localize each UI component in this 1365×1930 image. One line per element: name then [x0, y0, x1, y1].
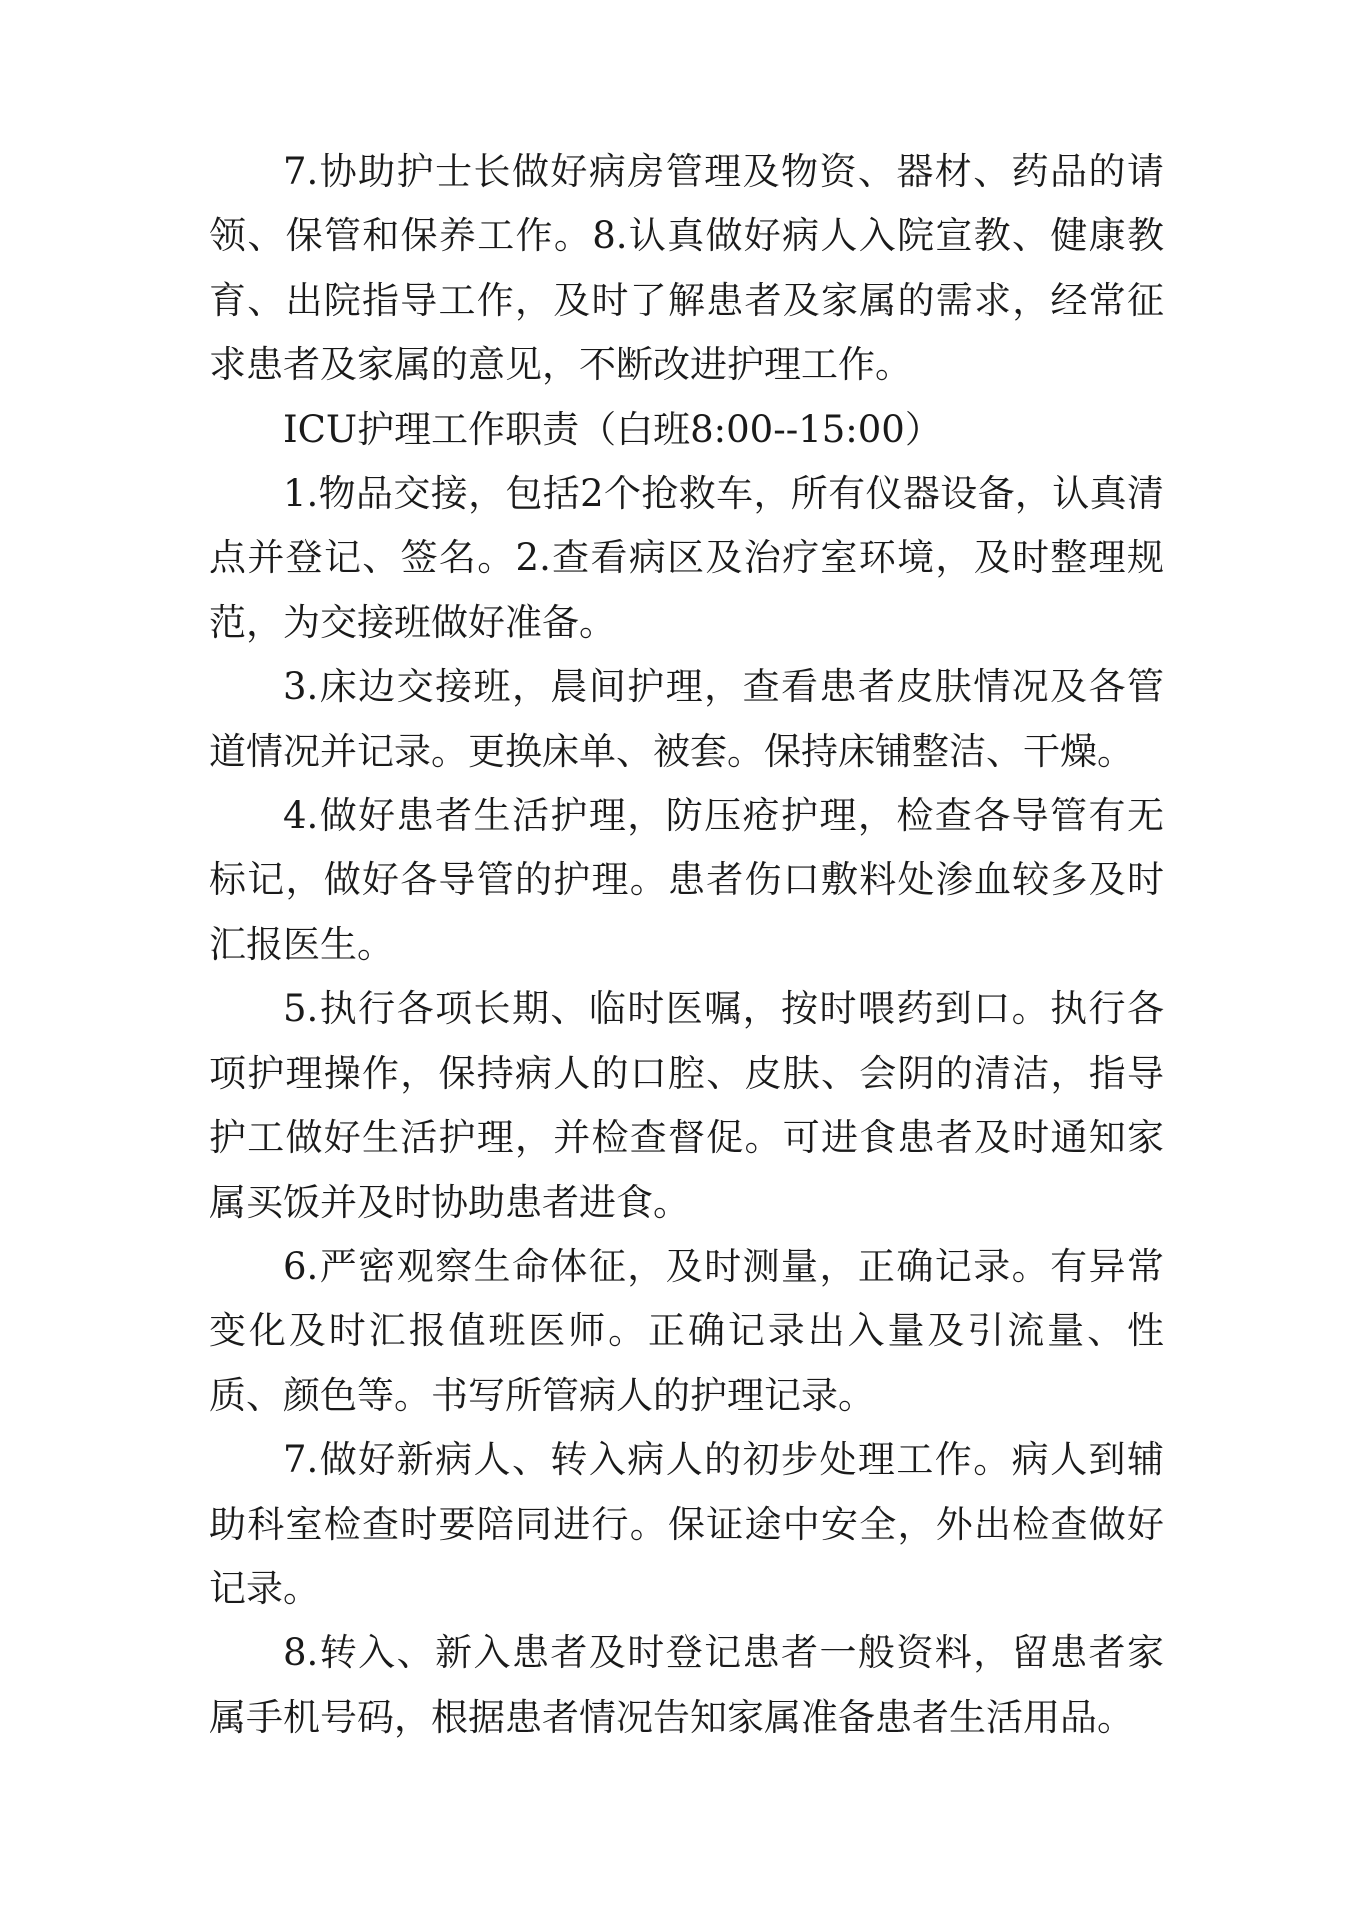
paragraph-1: 7.协助护士长做好病房管理及物资、器材、药品的请领、保管和保养工作。8.认真做好病人入院宣教、健康教育、出院指导工作，及时了解患者及家属的需求，经常征求患者及家属的意见，不断改进护理工作。 [209, 150, 1164, 387]
document-body [209, 140, 1164, 1750]
paragraph-4: 4.做好患者生活护理，防压疮护理，检查各导管有无标记，做好各导管的护理。患者伤口敷料处渗血较多及时汇报医生。 [209, 794, 1164, 966]
paragraph-2: 1.物品交接，包括2个抢救车，所有仪器设备，认真清点并登记、签名。2.查看病区及治疗室环境，及时整理规范，为交接班做好准备。 [209, 472, 1164, 644]
paragraph-7: 7.做好新病人、转入病人的初步处理工作。病人到辅助科室检查时要陪同进行。保证途中安全，外出检查做好记录。 [209, 1438, 1164, 1610]
paragraph-8: 8.转入、新入患者及时登记患者一般资料，留患者家属手机号码，根据患者情况告知家属准备患者生活用品。 [209, 1631, 1164, 1739]
paragraph-5: 5.执行各项长期、临时医嘱，按时喂药到口。执行各项护理操作，保持病人的口腔、皮肤、会阴的清洁，指导护工做好生活护理，并检查督促。可进食患者及时通知家属买饭并及时协助患者进食。 [209, 987, 1164, 1224]
paragraph-6: 6.严密观察生命体征，及时测量，正确记录。有异常变化及时汇报值班医师。正确记录出入量及引流量、性质、颜色等。书写所管病人的护理记录。 [209, 1244, 1164, 1417]
paragraph-3: 3.床边交接班，晨间护理，查看患者皮肤情况及各管道情况并记录。更换床单、被套。保持床铺整洁、干燥。 [209, 665, 1164, 773]
section-heading: ICU护理工作职责（白班8:00--15:00） [283, 407, 942, 451]
